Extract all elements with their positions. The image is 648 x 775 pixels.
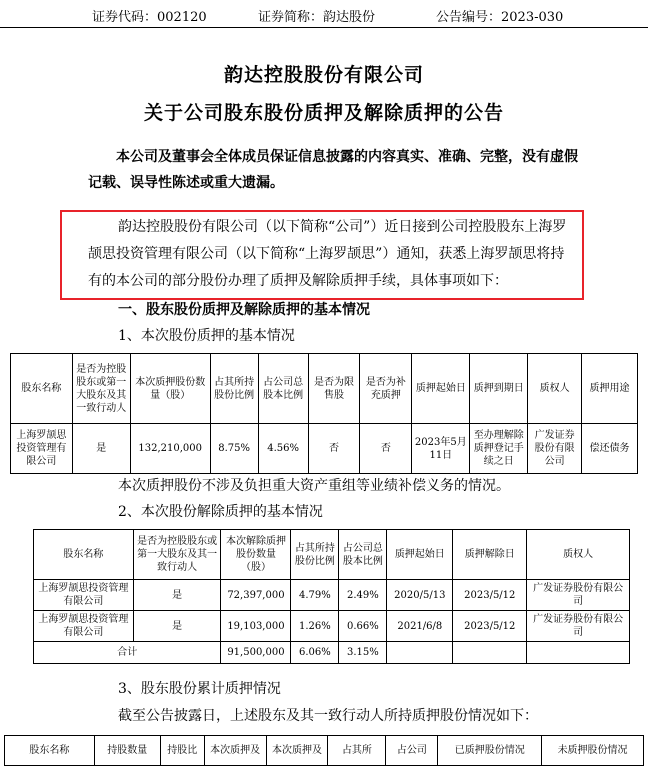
table-cell: 否 (308, 424, 360, 474)
table-header-cell: 本次解除质押股份数量（股） (221, 530, 291, 580)
intro-line3: 有的本公司的部分股份办理了质押及解除质押手续，具体事项如下： (88, 273, 508, 289)
header-divider (0, 27, 648, 28)
table-cell: 广发证券股份有限公司 (528, 424, 582, 474)
table-header-row (34, 530, 630, 580)
table-row (34, 580, 630, 611)
table-header-cell: 质押起始日 (412, 354, 470, 424)
table-header-cell: 占公司总股本比例 (339, 530, 387, 580)
table-cell: 偿还债务 (582, 424, 638, 474)
intro-line1: 韵达控股股份有限公司（以下简称“公司”）近日接到公司控股股东上海罗 (118, 219, 567, 235)
table-header-cell: 质押起始日 (387, 530, 453, 580)
table-cell: 广发证券股份有限公司 (527, 611, 630, 642)
table-header-cell: 是否为控股股东或第一大股东及其一致行动人 (133, 530, 221, 580)
table-cell: 3.15% (339, 642, 387, 664)
cumulative-note: 截至公告披露日，上述股东及其一致行动人所持质押股份情况如下： (118, 708, 538, 724)
table-cell: 2023年5月11日 (412, 424, 470, 474)
table-header-cell: 本次质押股份数量（股） (130, 354, 210, 424)
table-cell: 19,103,000 (221, 611, 291, 642)
table-row (11, 424, 638, 474)
table-header-cell: 已质押股份情况 (438, 736, 542, 766)
table-header-cell: 占公司总股本比例 (258, 354, 308, 424)
table-header-cell: 本次质押及 (204, 736, 266, 766)
table-cell: 2023/5/12 (453, 611, 527, 642)
table-cell: 2020/5/13 (387, 580, 453, 611)
table-header-cell: 占其所持股份比例 (210, 354, 258, 424)
pledge-table (10, 353, 638, 474)
table-header-cell: 未质押股份情况 (542, 736, 644, 766)
table-cell: 132,210,000 (130, 424, 210, 474)
table-header-cell: 是否为控股股东或第一大股东及其一致行动人 (72, 354, 130, 424)
table-cell: 上海罗颉思投资管理有限公司 (34, 611, 134, 642)
table-header-cell: 持股数量 (94, 736, 160, 766)
table-header-cell: 质押解除日 (453, 530, 527, 580)
security-code: 证券代码：002120 (92, 10, 207, 25)
table-cell: 72,397,000 (221, 580, 291, 611)
security-short-name: 证券简称：韵达股份 (258, 10, 376, 25)
table-cell (527, 642, 630, 664)
announcement-title: 关于公司股东股份质押及解除质押的公告 (143, 102, 504, 124)
table-cell: 1.26% (291, 611, 339, 642)
notice-number: 公告编号：2023-030 (436, 10, 564, 25)
table-cell: 上海罗颉思投资管理有限公司 (11, 424, 73, 474)
table-cell (387, 642, 453, 664)
board-statement-line1: 本公司及董事会全体成员保证信息披露的内容真实、准确、完整，没有虚假 (116, 149, 578, 165)
table-cell: 2023/5/12 (453, 580, 527, 611)
table-cell: 广发证券股份有限公司 (527, 580, 630, 611)
table-header-cell: 股东名称 (5, 736, 95, 766)
table-header-cell: 质押用途 (582, 354, 638, 424)
announcement-header (0, 6, 648, 26)
table-total-row (34, 642, 630, 664)
table-header-cell: 质权人 (528, 354, 582, 424)
table-cell: 是 (133, 580, 221, 611)
sub1-title: 1、本次股份质押的基本情况 (118, 328, 295, 344)
table-row (34, 611, 630, 642)
table-header-row (11, 354, 638, 424)
company-title: 韵达控股股份有限公司 (223, 64, 424, 86)
table-header-cell: 占其所持股份比例 (291, 530, 339, 580)
table-header-row (5, 736, 644, 766)
table-cell: 91,500,000 (221, 642, 291, 664)
table-cell: 2021/6/8 (387, 611, 453, 642)
section1-title: 一、股东股份质押及解除质押的基本情况 (118, 302, 370, 318)
table-header-cell: 质押到期日 (470, 354, 528, 424)
table-header-cell: 本次质押及 (266, 736, 328, 766)
table-header-cell: 质权人 (527, 530, 630, 580)
table-header-cell: 占公司 (386, 736, 438, 766)
table-cell: 上海罗颉思投资管理有限公司 (34, 580, 134, 611)
table-cell: 6.06% (291, 642, 339, 664)
table-cell: 0.66% (339, 611, 387, 642)
table-header-cell: 股东名称 (11, 354, 73, 424)
table-cell: 是 (133, 611, 221, 642)
table-cell: 4.56% (258, 424, 308, 474)
table-header-cell: 持股比 (160, 736, 204, 766)
table-header-cell: 是否为补充质押 (360, 354, 412, 424)
table-cell: 4.79% (291, 580, 339, 611)
table-header-cell: 占其所 (328, 736, 386, 766)
table-cell: 否 (360, 424, 412, 474)
table-cell (453, 642, 527, 664)
table-cell: 合计 (34, 642, 221, 664)
table-header-cell: 是否为限售股 (308, 354, 360, 424)
release-table (33, 529, 630, 664)
board-statement-line2: 记载、误导性陈述或重大遗漏。 (88, 175, 284, 191)
table-header-cell: 股东名称 (34, 530, 134, 580)
table-cell: 是 (72, 424, 130, 474)
cumulative-table (4, 735, 644, 766)
table-cell: 2.49% (339, 580, 387, 611)
sub3-title: 3、股东股份累计质押情况 (118, 681, 281, 697)
table-cell: 至办理解除质押登记手续之日 (470, 424, 528, 474)
pledge-note: 本次质押股份不涉及负担重大资产重组等业绩补偿义务的情况。 (118, 478, 510, 494)
intro-line2: 颉思投资管理有限公司（以下简称“上海罗颉思”）通知，获悉上海罗颉思将持 (88, 246, 565, 262)
table-cell: 8.75% (210, 424, 258, 474)
sub2-title: 2、本次股份解除质押的基本情况 (118, 504, 323, 520)
